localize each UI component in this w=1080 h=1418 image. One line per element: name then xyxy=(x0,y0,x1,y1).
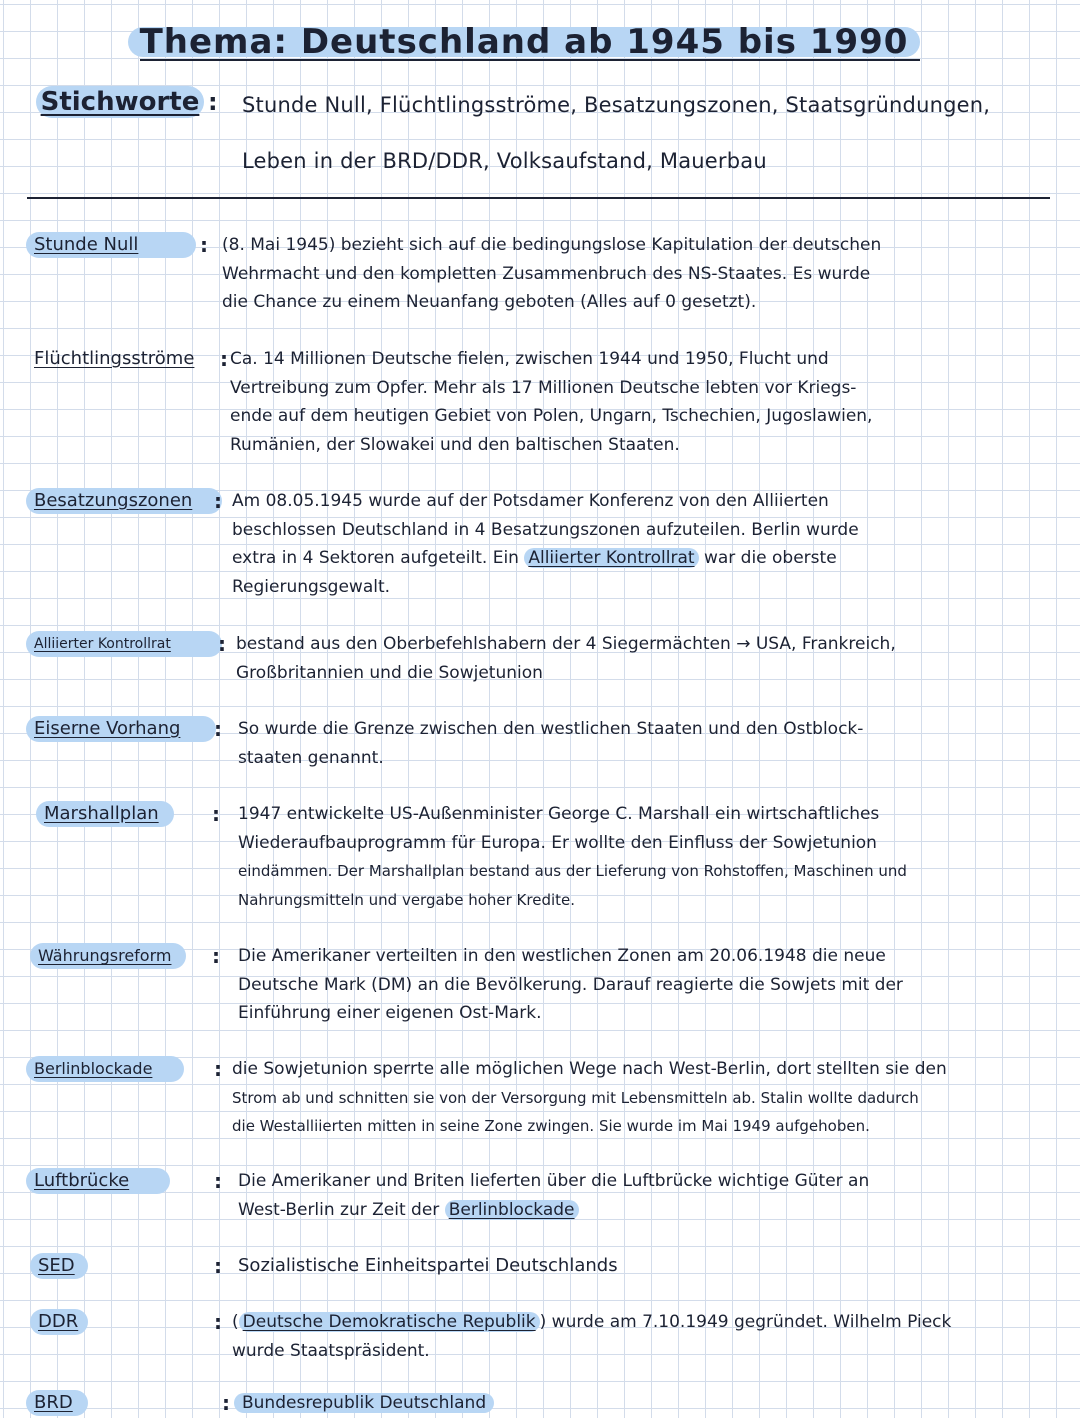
definition-line: Großbritannien und die Sowjetunion xyxy=(236,662,543,683)
term-ddr: DDR xyxy=(30,1309,88,1335)
definition-line: Am 08.05.1945 wurde auf der Potsdamer Konferenz von den Alliierten xyxy=(232,491,829,511)
term-luftbruecke: Luftbrücke xyxy=(26,1168,170,1194)
definition-line: 1947 entwickelte US-Außenminister George C. Marshall ein wirtschaftliches xyxy=(238,804,880,824)
definition-line: Deutsche Mark (DM) an die Bevölkerung. Darauf reagierte die Sowjets mit der xyxy=(238,974,903,995)
term-fluechtlingsstroeme: Flüchtlingsströme xyxy=(34,348,195,369)
definition-line: die Sowjetunion sperrte alle möglichen Wege nach West-Berlin, dort stellten sie den xyxy=(232,1059,947,1079)
highlight-bundesrepublik-deutschland: Bundesrepublik Deutschland xyxy=(234,1393,494,1413)
colon-besatzungszonen: : xyxy=(214,489,222,513)
definition-line: ende auf dem heutigen Gebiet von Polen, Ungarn, Tschechien, Jugoslawien, xyxy=(230,406,873,426)
highlight-deutsche-demokratische-republik: Deutsche Demokratische Republik xyxy=(239,1312,540,1332)
definition-line: Einführung einer eigenen Ost-Mark. xyxy=(238,1003,542,1023)
definition-waehrungsreform xyxy=(238,942,1048,1028)
definition-line: Wehrmacht und den kompletten Zusammenbruch des NS-Staates. Es wurde xyxy=(222,263,871,284)
definition-alliierter-kontrollrat xyxy=(236,630,1048,687)
term-alliierter-kontrollrat: Alliierter Kontrollrat xyxy=(26,631,222,657)
definition-line: eindämmen. Der Marshallplan bestand aus der Lieferung von Rohstoffen, Maschinen und xyxy=(238,862,907,880)
highlight-alliierter-kontrollrat: Alliierter Kontrollrat xyxy=(524,548,698,568)
definition-line: Wiederaufbauprogramm für Europa. Er wollte den Einfluss der Sowjetunion xyxy=(238,832,877,853)
definition-line: Rumänien, der Slowakei und den baltischen Staaten. xyxy=(230,434,680,455)
colon-eiserne-vorhang: : xyxy=(214,717,222,741)
definition-line: So wurde die Grenze zwischen den westlichen Staaten und den Ostblock- xyxy=(238,719,864,739)
definition-stunde-null xyxy=(222,231,1042,317)
definition-text: wurde am 7.10.1949 gegründet. Wilhelm Pieck xyxy=(551,1312,952,1332)
definition-line xyxy=(232,544,1044,573)
definition-text: war die oberste xyxy=(703,548,837,568)
term-sed: SED xyxy=(30,1253,88,1279)
definition-fluechtlingsstroeme xyxy=(230,345,1045,459)
keywords-line-2: Leben in der BRD/DDR, Volksaufstand, Mauerbau xyxy=(242,149,767,173)
keywords-label: Stichworte xyxy=(36,86,204,118)
term-brd: BRD xyxy=(26,1390,88,1416)
definition-line: Die Amerikaner und Briten lieferten über die Luftbrücke wichtige Güter an xyxy=(238,1171,870,1191)
definition-line xyxy=(238,1196,1048,1225)
definition-line: Vertreibung zum Opfer. Mehr als 17 Millionen Deutsche lebten vor Kriegs- xyxy=(230,377,857,398)
colon-berlinblockade: : xyxy=(214,1057,222,1081)
definition-line: Strom ab und schnitten sie von der Versorgung mit Lebensmitteln ab. Stalin wollte dadurch xyxy=(232,1088,919,1107)
term-eiserne-vorhang: Eiserne Vorhang xyxy=(26,716,216,742)
colon-brd: : xyxy=(222,1391,230,1415)
definition-berlinblockade xyxy=(232,1055,1048,1141)
definition-text: extra in 4 Sektoren aufgeteilt. Ein xyxy=(232,548,519,568)
definition-line: die Chance zu einem Neuanfang geboten (Alles auf 0 gesetzt). xyxy=(222,292,757,312)
highlight-berlinblockade: Berlinblockade xyxy=(445,1200,579,1220)
colon-luftbruecke: : xyxy=(214,1169,222,1193)
definition-line: Die Amerikaner verteilten in den westlichen Zonen am 20.06.1948 die neue xyxy=(238,946,886,966)
definition-besatzungszonen xyxy=(232,487,1044,601)
definition-line: ( Deutsche Demokratische Republik ) wurde am 7.10.1949 gegründet. Wilhelm Pieck xyxy=(232,1312,952,1332)
colon-sed: : xyxy=(214,1254,222,1278)
definition-line: wurde Staatspräsident. xyxy=(232,1340,430,1361)
definition-line: Sozialistische Einheitspartei Deutschlands xyxy=(238,1255,618,1276)
definition-line xyxy=(234,1389,634,1418)
definition-brd xyxy=(234,1389,634,1418)
definition-line: beschlossen Deutschland in 4 Besatzungszonen aufzuteilen. Berlin wurde xyxy=(232,519,859,540)
term-stunde-null: Stunde Null xyxy=(26,232,196,258)
definition-text: West-Berlin zur Zeit der xyxy=(238,1199,440,1220)
definition-line: bestand aus den Oberbefehlshabern der 4 Siegermächten → USA, Frankreich, xyxy=(236,634,896,654)
keywords-line-1: Stunde Null, Flüchtlingsströme, Besatzungszonen, Staatsgründungen, xyxy=(242,93,991,117)
definition-ddr xyxy=(232,1308,1048,1365)
definition-luftbruecke xyxy=(238,1167,1048,1224)
definition-line: Regierungsgewalt. xyxy=(232,576,391,597)
colon-stunde-null: : xyxy=(200,233,208,257)
colon-marshallplan: : xyxy=(212,802,220,826)
term-waehrungsreform: Währungsreform xyxy=(30,943,186,969)
section-divider xyxy=(27,197,1050,199)
term-marshallplan: Marshallplan xyxy=(36,801,174,827)
colon-waehrungsreform: : xyxy=(212,944,220,968)
term-berlinblockade: Berlinblockade xyxy=(26,1056,184,1082)
definition-line: die Westalliierten mitten in seine Zone zwingen. Sie wurde im Mai 1949 aufgehoben. xyxy=(232,1117,870,1135)
definition-line: (8. Mai 1945) bezieht sich auf die bedingungslose Kapitulation der deutschen xyxy=(222,235,882,255)
term-besatzungszonen: Besatzungszonen xyxy=(26,488,222,514)
colon-alliierter-kontrollrat: : xyxy=(218,632,226,656)
definition-eiserne-vorhang xyxy=(238,715,1048,772)
definition-line: staaten genannt. xyxy=(238,747,384,768)
definition-line: Nahrungsmitteln und vergabe hoher Kredite. xyxy=(238,890,576,909)
page-title: Thema: Deutschland ab 1945 bis 1990 xyxy=(139,22,909,62)
colon-fluechtlingsstroeme: : xyxy=(220,347,228,371)
keywords-colon: : xyxy=(208,88,218,116)
colon-ddr: : xyxy=(214,1310,222,1334)
definition-marshallplan xyxy=(238,800,1048,914)
definition-line: Ca. 14 Millionen Deutsche fielen, zwischen 1944 und 1950, Flucht und xyxy=(230,349,829,369)
definition-sed xyxy=(238,1252,1048,1281)
